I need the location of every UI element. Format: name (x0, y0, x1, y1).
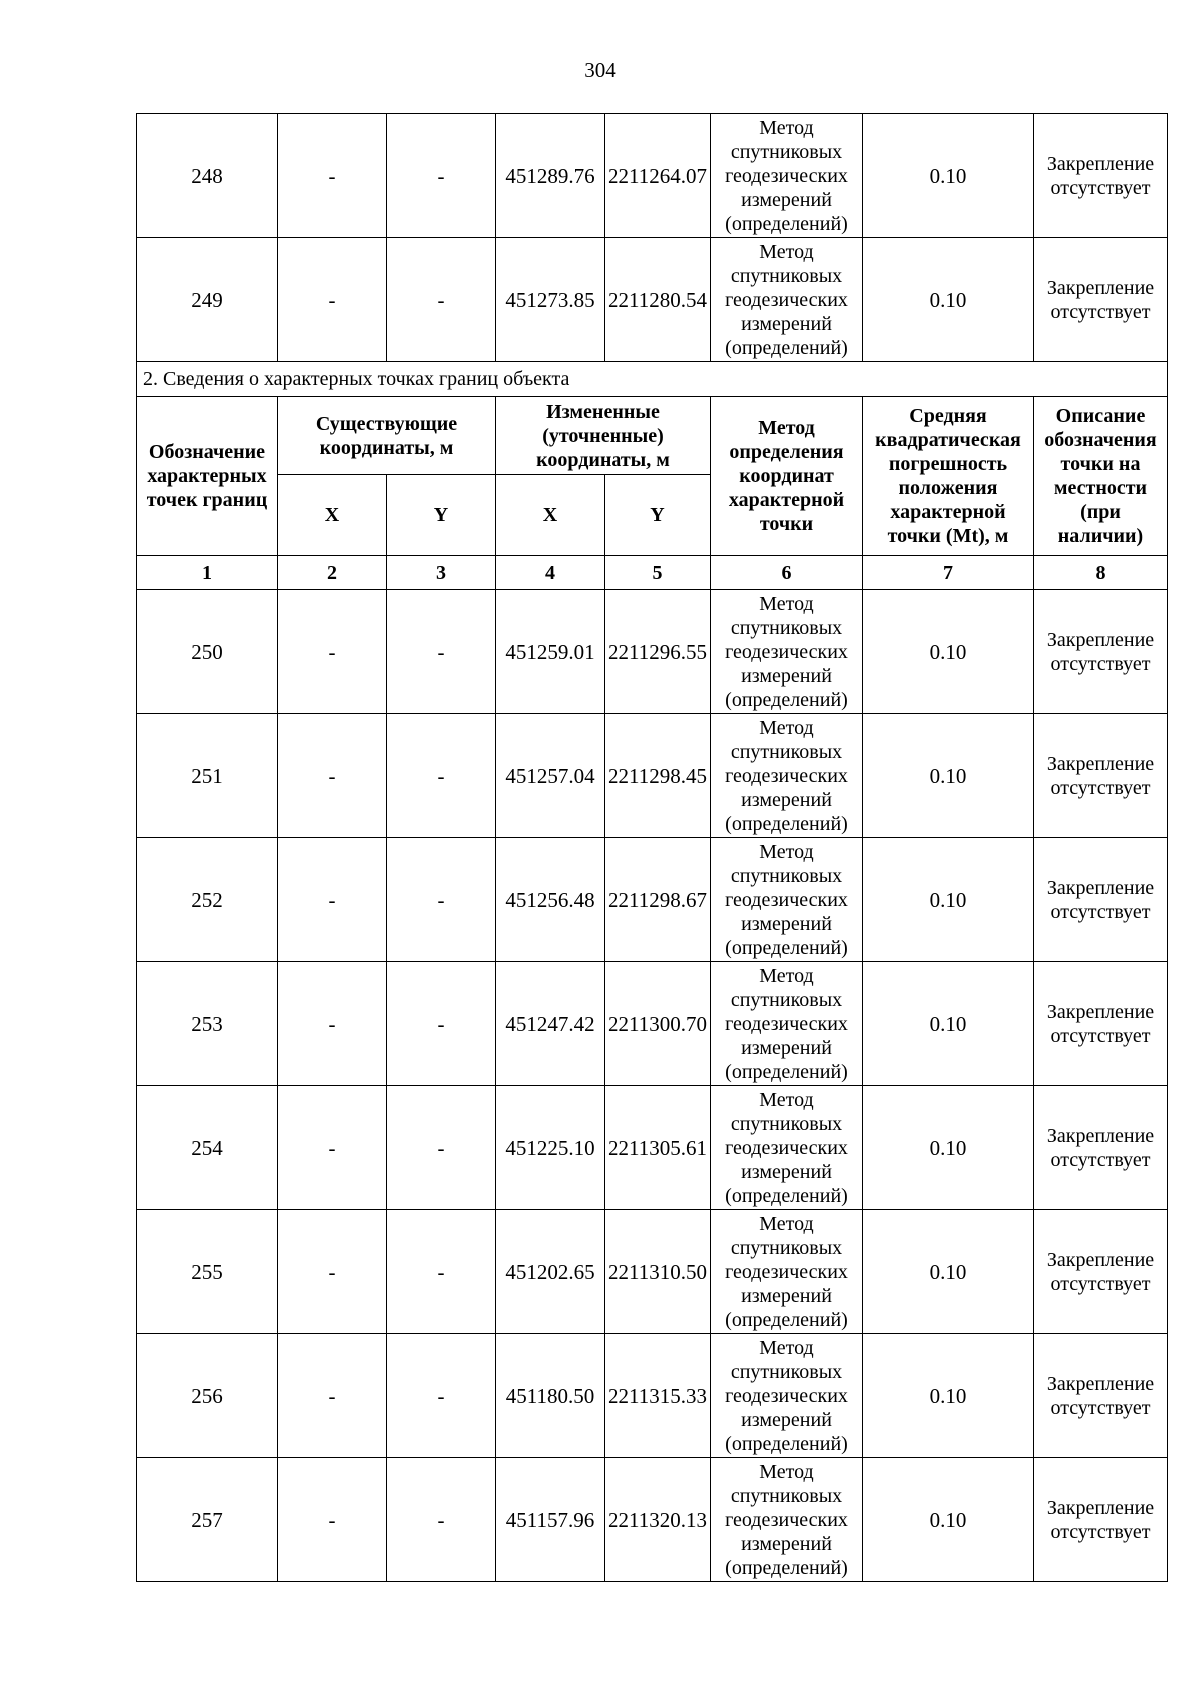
changed-y: 2211305.61 (605, 1086, 711, 1210)
accuracy: 0.10 (863, 590, 1034, 714)
changed-x: 451180.50 (496, 1334, 605, 1458)
header-method: Метод определения координат характерной точки (711, 397, 863, 556)
method (711, 962, 863, 1086)
method-line: геодезических (725, 288, 848, 311)
method-line: спутниковых (730, 1112, 843, 1135)
method-line: измерений (741, 1284, 832, 1307)
method (711, 1458, 863, 1582)
table-row (137, 238, 1168, 362)
changed-y: 2211300.70 (605, 962, 711, 1086)
column-number: 6 (711, 556, 863, 590)
method-line: спутниковых (730, 1360, 843, 1383)
header-changed-coordinates: Измененные (уточненные) координаты, м (496, 397, 711, 475)
changed-y: 2211298.45 (605, 714, 711, 838)
existing-y: - (387, 1458, 496, 1582)
fixing-description (1034, 962, 1168, 1086)
changed-y: 2211296.55 (605, 590, 711, 714)
existing-y: - (387, 114, 496, 238)
section-title: 2. Сведения о характерных точках границ объекта (137, 362, 1168, 397)
point-id: 256 (137, 1334, 278, 1458)
point-id: 255 (137, 1210, 278, 1334)
method (711, 714, 863, 838)
column-number: 4 (496, 556, 605, 590)
method-line: геодезических (725, 1012, 848, 1035)
changed-x: 451157.96 (496, 1458, 605, 1582)
header-existing-x: X (278, 475, 387, 556)
method (711, 238, 863, 362)
bottom-rows (137, 590, 1168, 1582)
header-changed-y: Y (605, 475, 711, 556)
method-line: (определений) (725, 1060, 848, 1083)
method-line: Метод (759, 716, 814, 739)
method-line: измерений (741, 1532, 832, 1555)
column-number: 3 (387, 556, 496, 590)
changed-x: 451256.48 (496, 838, 605, 962)
fixing-line: Закрепление (1046, 876, 1155, 899)
method-line: (определений) (725, 688, 848, 711)
existing-x: - (278, 838, 387, 962)
method-line: спутниковых (730, 864, 843, 887)
existing-x: - (278, 1086, 387, 1210)
accuracy: 0.10 (863, 714, 1034, 838)
fixing-description (1034, 238, 1168, 362)
header-description: Описание обозначения точки на местности (при наличии) (1034, 397, 1168, 556)
changed-y: 2211264.07 (605, 114, 711, 238)
method-line: (определений) (725, 212, 848, 235)
changed-y: 2211315.33 (605, 1334, 711, 1458)
table-row (137, 838, 1168, 962)
header-accuracy: Средняя квадратическая погрешность положения характерной точки (Mt), м (863, 397, 1034, 556)
method-line: Метод (759, 592, 814, 615)
method-line: геодезических (725, 640, 848, 663)
method-line: Метод (759, 1212, 814, 1235)
changed-x: 451225.10 (496, 1086, 605, 1210)
table-row (137, 1210, 1168, 1334)
method-line: геодезических (725, 764, 848, 787)
table-row (137, 1458, 1168, 1582)
method (711, 114, 863, 238)
fixing-line: Закрепление (1046, 1372, 1155, 1395)
method-line: измерений (741, 664, 832, 687)
method-line: геодезических (725, 164, 848, 187)
accuracy: 0.10 (863, 1210, 1034, 1334)
table-row (137, 714, 1168, 838)
method-line: Метод (759, 1336, 814, 1359)
fixing-description (1034, 838, 1168, 962)
method-line: измерений (741, 1160, 832, 1183)
point-id: 254 (137, 1086, 278, 1210)
method-line: (определений) (725, 812, 848, 835)
existing-y: - (387, 1334, 496, 1458)
fixing-line: отсутствует (1050, 1024, 1151, 1047)
method (711, 1086, 863, 1210)
method (711, 838, 863, 962)
fixing-line: отсутствует (1050, 300, 1151, 323)
changed-y: 2211298.67 (605, 838, 711, 962)
method-line: (определений) (725, 1556, 848, 1579)
fixing-description (1034, 1458, 1168, 1582)
fixing-description (1034, 714, 1168, 838)
existing-y: - (387, 1086, 496, 1210)
point-id: 251 (137, 714, 278, 838)
method-line: спутниковых (730, 140, 843, 163)
method-line: геодезических (725, 1136, 848, 1159)
column-number: 8 (1034, 556, 1168, 590)
existing-y: - (387, 1210, 496, 1334)
method-line: (определений) (725, 1184, 848, 1207)
table-row (137, 962, 1168, 1086)
method (711, 1334, 863, 1458)
method-line: Метод (759, 116, 814, 139)
existing-y: - (387, 962, 496, 1086)
header-point-designation: Обозначение характерных точек границ (137, 397, 278, 556)
changed-y: 2211320.13 (605, 1458, 711, 1582)
existing-x: - (278, 590, 387, 714)
fixing-description (1034, 1210, 1168, 1334)
existing-x: - (278, 714, 387, 838)
method-line: измерений (741, 312, 832, 335)
fixing-line: Закрепление (1046, 1124, 1155, 1147)
fixing-line: Закрепление (1046, 152, 1155, 175)
method-line: спутниковых (730, 1484, 843, 1507)
table-row (137, 1334, 1168, 1458)
accuracy: 0.10 (863, 838, 1034, 962)
existing-y: - (387, 714, 496, 838)
fixing-line: Закрепление (1046, 628, 1155, 651)
changed-x: 451259.01 (496, 590, 605, 714)
point-id: 249 (137, 238, 278, 362)
method-line: геодезических (725, 1508, 848, 1531)
fixing-line: Закрепление (1046, 1496, 1155, 1519)
method-line: спутниковых (730, 264, 843, 287)
page-number: 304 (584, 58, 616, 82)
changed-x: 451273.85 (496, 238, 605, 362)
method-line: измерений (741, 188, 832, 211)
fixing-description (1034, 590, 1168, 714)
method-line: Метод (759, 1460, 814, 1483)
method-line: измерений (741, 1036, 832, 1059)
fixing-line: Закрепление (1046, 1248, 1155, 1271)
column-number: 2 (278, 556, 387, 590)
point-id: 250 (137, 590, 278, 714)
method-line: геодезических (725, 1260, 848, 1283)
changed-x: 451202.65 (496, 1210, 605, 1334)
existing-x: - (278, 1210, 387, 1334)
fixing-line: отсутствует (1050, 776, 1151, 799)
method-line: Метод (759, 964, 814, 987)
table-row (137, 1086, 1168, 1210)
method-line: (определений) (725, 1308, 848, 1331)
method-line: геодезических (725, 1384, 848, 1407)
fixing-line: отсутствует (1050, 1272, 1151, 1295)
existing-y: - (387, 590, 496, 714)
fixing-line: Закрепление (1046, 1000, 1155, 1023)
method-line: геодезических (725, 888, 848, 911)
changed-y: 2211310.50 (605, 1210, 711, 1334)
fixing-line: отсутствует (1050, 1520, 1151, 1543)
fixing-line: отсутствует (1050, 1396, 1151, 1419)
method-line: спутниковых (730, 616, 843, 639)
point-id: 257 (137, 1458, 278, 1582)
existing-x: - (278, 238, 387, 362)
section-header (137, 362, 1168, 590)
accuracy: 0.10 (863, 1334, 1034, 1458)
method-line: Метод (759, 840, 814, 863)
fixing-description (1034, 1334, 1168, 1458)
boundary-points-table (136, 113, 1168, 1582)
point-id: 248 (137, 114, 278, 238)
method-line: (определений) (725, 336, 848, 359)
method-line: (определений) (725, 1432, 848, 1455)
accuracy: 0.10 (863, 114, 1034, 238)
column-number: 7 (863, 556, 1034, 590)
fixing-line: отсутствует (1050, 652, 1151, 675)
changed-y: 2211280.54 (605, 238, 711, 362)
accuracy: 0.10 (863, 1086, 1034, 1210)
method-line: (определений) (725, 936, 848, 959)
accuracy: 0.10 (863, 238, 1034, 362)
changed-x: 451257.04 (496, 714, 605, 838)
method-line: спутниковых (730, 740, 843, 763)
method (711, 1210, 863, 1334)
existing-x: - (278, 1334, 387, 1458)
accuracy: 0.10 (863, 1458, 1034, 1582)
table-row (137, 590, 1168, 714)
method (711, 590, 863, 714)
fixing-line: отсутствует (1050, 176, 1151, 199)
point-id: 253 (137, 962, 278, 1086)
existing-x: - (278, 114, 387, 238)
header-existing-y: Y (387, 475, 496, 556)
fixing-line: отсутствует (1050, 900, 1151, 923)
method-line: Метод (759, 240, 814, 263)
changed-x: 451247.42 (496, 962, 605, 1086)
header-changed-x: X (496, 475, 605, 556)
method-line: измерений (741, 788, 832, 811)
existing-y: - (387, 838, 496, 962)
table-row (137, 114, 1168, 238)
existing-x: - (278, 1458, 387, 1582)
header-existing-coordinates: Существующие координаты, м (278, 397, 496, 475)
fixing-line: Закрепление (1046, 752, 1155, 775)
method-line: измерений (741, 912, 832, 935)
existing-y: - (387, 238, 496, 362)
method-line: Метод (759, 1088, 814, 1111)
accuracy: 0.10 (863, 962, 1034, 1086)
existing-x: - (278, 962, 387, 1086)
fixing-description (1034, 114, 1168, 238)
changed-x: 451289.76 (496, 114, 605, 238)
fixing-line: отсутствует (1050, 1148, 1151, 1171)
method-line: спутниковых (730, 988, 843, 1011)
method-line: спутниковых (730, 1236, 843, 1259)
top-rows (137, 114, 1168, 362)
fixing-line: Закрепление (1046, 276, 1155, 299)
fixing-description (1034, 1086, 1168, 1210)
method-line: измерений (741, 1408, 832, 1431)
column-number: 5 (605, 556, 711, 590)
point-id: 252 (137, 838, 278, 962)
column-number: 1 (137, 556, 278, 590)
